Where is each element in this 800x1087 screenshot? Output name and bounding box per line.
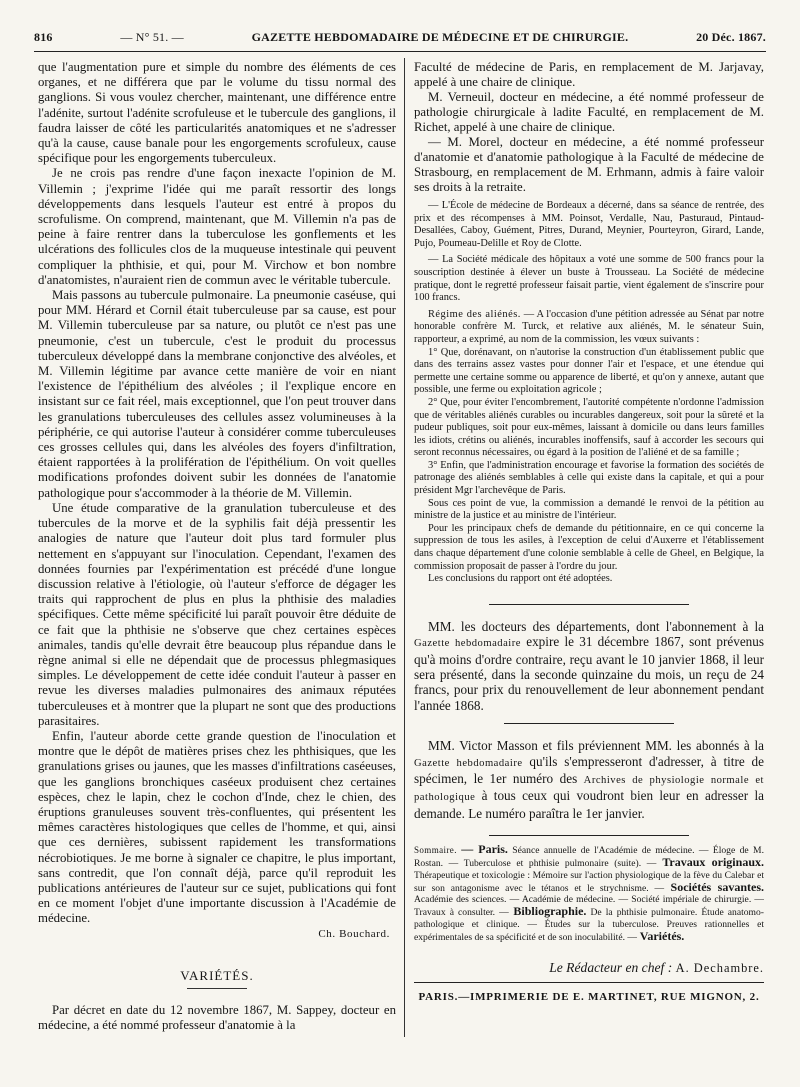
announcement-text: qu'ils s'empresseront d'adresser, à titre de spécimen, le 1er numéro des [414, 753, 764, 787]
separator-rule [489, 835, 689, 836]
alienes-item: 3° Enfin, que l'administration encourage et favorise la formation des sociétés de patronage des aliénés semblables à celle qui existe dans la capitale, et qui a pour président Mgr l'archevêque de Paris. [414, 459, 764, 497]
article-paragraph: Je ne crois pas rendre d'une façon inexacte l'opinion de M. Villemin ; j'exprime l'idée qui me paraît ressortir des longs développements dans lesquels l'auteur est entré à propos du scrofulisme. On comprend, maintenant, que M. Villemin n'a pas de peine à faire rentrer dans la tuberculose les gonflements et les ulcérations des follicules clos de la muqueuse intestinale qui peuvent compliquer la phthisie, et qui, pour M. Virchow et bon nombre d'anatomistes, n'auraient rien de commun avec le véritable tubercule. [38, 166, 396, 287]
archives-name: Archives de physiologie normale et pathologique [414, 775, 764, 804]
sommaire-heading: Variétés. [636, 928, 685, 943]
announcement-text: MM. les docteurs des départements, dont l'abonnement à la [428, 618, 764, 634]
article-paragraph: Mais passons au tubercule pulmonaire. La pneumonie caséuse, qui pour MM. Hérard et Cornil était tuberculeuse par sa cause, est pour M. Villemin tuberculeuse par sa nature, ou plutôt ce n'est pas une pneumonie, c'est un tubercule, c'est le produit du processus tuberculeux développé dans la membrane conjonctive des alvéoles, et M. Villemin légitime par avance cette manière de voir en niant l'existence de l'épithélium des alvéoles ; il l'explique encore en insistant sur ce fait réel, mais exceptionnel, que l'on peut trouver dans les granulations tuberculeuses des cellules assez volumineuses à la périphérie, ce qui autorise l'auteur à considérer comme tuberculeuses ces grosses cellules qui, dans les alvéoles des foyers d'infiltration, étaient rapportées à la prolifération de l'épithélium. On voit quelles modifications profondes doivent subir les données de l'anatomie pathologique pour s'accommoder à la théorie de M. Villemin. [38, 288, 396, 500]
sommaire-heading: — Paris. [461, 842, 508, 857]
announcement-archives [414, 738, 764, 821]
sommaire-text: Thérapeutique et toxicologie : Mémoire sur l'action physiologique de la fève du Calebar et sur son antagonisme avec le tétanos et le strychnisme. — [414, 869, 764, 894]
separator-rule [489, 604, 689, 605]
section-title-varietes: VARIÉTÉS. [180, 967, 254, 983]
article-author: Ch. Bouchard. [318, 927, 390, 940]
alienes-item: 1° Que, dorénavant, on n'autorise la construction d'un établissement public que dans des terrains assez vastes pour donner l'air et l'espace, et une étendue qui permette une certaine somme ou apparence de liberté, et qu'on y annexe, autant que possible, une ferme ou exploitation agricole ; [414, 346, 764, 396]
sommaire-heading: Sociétés savantes. [664, 879, 764, 894]
sommaire-text: Académie des sciences. — Académie de médecine. — Société impériale de chirurgie. — Travaux à consulter. — [414, 894, 764, 919]
redacteur-line [414, 960, 764, 976]
news-item-small: — La Société médicale des hôpitaux a voté une somme de 500 francs pour la souscription destinée à élever un buste à Trousseau. La Société de médecine pratique, dont le regretté professeur faisait partie, vient également de s'inscrire pour 100 francs. [414, 254, 764, 304]
alienes-item: Les conclusions du rapport ont été adoptées. [428, 573, 613, 585]
sommaire [414, 844, 764, 943]
sommaire-heading: Travaux originaux. [656, 855, 764, 870]
article-paragraph: Enfin, l'auteur aborde cette grande question de l'inoculation et montre que le dépôt de matières prises chez les phthisiques, que les granulations grises ou jaunes, que les masses d'infiltrations caséeuses, que les ganglions bronchiques caséeux produisent chez certaines espèces, chez le lapin, chez le cochon d'Inde, chez le chien, des éruptions granuleuses souvent très-confluentes, qui présentent les mêmes caractères histologiques que celles de l'homme, et qui, ainsi que ces dernières, subissent rapidement les transformations nécrobiotiques. Je me borne à signaler ce chapitre, le plus important, sans contredit, que l'on connaît déjà, parce qu'il reproduit les publications antérieures de l'auteur sur ce sujet, publications qui font en ce moment l'objet d'une importante discussion à l'Académie de médecine. [38, 728, 396, 926]
announcement-subscription [414, 619, 764, 713]
left-column [38, 60, 396, 1033]
announcement-text: MM. Victor Masson et fils préviennent MM. les abonnés à la [428, 738, 764, 754]
page-number: 816 [34, 30, 53, 44]
issue-number: — N° 51. — [120, 30, 184, 44]
header-rule [34, 51, 766, 52]
varietes-paragraph: Par décret en date du 12 novembre 1867, M. Sappey, docteur en médecine, a été nommé professeur d'anatomie à la [38, 1002, 396, 1032]
gazette-name: Gazette hebdomadaire [414, 638, 521, 650]
issue-date: 20 Déc. 1867. [696, 30, 766, 44]
announcement-text: expire le 31 décembre 1867, sont prévenus qu'à moins d'ordre contraire, reçu avant le 10 janvier 1868, il leur sera présenté, dans la seconde quinzaine du mois, un reçu de 24 francs, pour prix du renouvellement de leur abonnement pendant l'année 1868. [414, 634, 764, 713]
article-paragraph: Une étude comparative de la granulation tuberculeuse et des tubercules de la morve et de la syphilis fait déjà pressentir les analogies de nature que l'auteur doit plus tard formuler plus nettement en s'appuyant sur l'inoculation. Cependant, l'examen des données fournies par l'expérimentation est précédé d'une longue discussion relative à l'étiologie, où l'auteur s'efforce de dégager les traits qui rapprochent de plus en plus la phthisie des maladies spécifiques. Cette même spécificité lui paraît pouvoir être déduite de ce fait que la phthisie ne s'observe que chez certaines espèces animales, tandis qu'elle devrait être beaucoup plus répandue dans le règne animal si elle ne dépendait que de processus phlegmasiques simples. Le développement de cette idée conduit l'auteur à passer en revue les diverses maladies pulmonaires des animaux réputées tuberculeuses et à montrer que la plupart ne sont que des productions parasitaires. [38, 500, 396, 728]
news-item: Faculté de médecine de Paris, en remplacement de M. Jarjavay, appelé à une chaire de clinique. [414, 60, 764, 89]
page-header [34, 30, 766, 50]
sommaire-label: Sommaire. [414, 845, 457, 856]
alienes-label: Régime des aliénés. [428, 308, 521, 320]
imprint-line: PARIS.—IMPRIMERIE DE E. MARTINET, RUE MIGNON, 2. [414, 982, 764, 1003]
alienes-item: 2° Que, pour éviter l'encombrement, l'autorité compétente n'ordonne l'admission que de véritables aliénés curables ou incurables dangereux, soit pour la sûreté et la pudeur publiques, soit pour eux-mêmes, laissant à domicile ou dans leurs familles les idiots, crétins ou aliénés, incurables inoffensifs, sauf à accorder les secours qui seront reconnus nécessaires, ou égard à la position de l'aliéné et de sa famille ; [414, 396, 764, 459]
signature-line [38, 927, 396, 942]
gazette-name: Gazette hebdomadaire [414, 757, 523, 769]
announcement-text: à tous ceux qui voudront bien leur en adresser la demande. Le numéro paraîtra le 1er janvier. [414, 788, 764, 821]
sommaire-text: Séance annuelle de l'Académie de médecine. — Éloge de M. Rostan. — Tuberculose et phthisie pulmonaire (suite). — [414, 845, 764, 870]
redacteur-name: A. Dechambre. [675, 960, 764, 975]
sommaire-heading: Bibliographie. [508, 904, 587, 919]
journal-title: GAZETTE HEBDOMADAIRE DE MÉDECINE ET DE CHIRURGIE. [251, 30, 629, 44]
article-paragraph: que l'augmentation pure et simple du nombre des éléments de ces organes, et ne différera que par le volume du tissu normal des ganglions. Si vous voulez chercher, maintenant, une différence entre l'adénite, surtout l'adénite scrofuleuse et le tubercule des ganglions, il faudra laisser de côté les particularités anatomiques et ne s'adresser qu'à la cause, cause banale pour les engorgements scrofuleux, cause spécifique pour les engorgements tuberculeux. [38, 60, 396, 166]
separator-rule [504, 723, 674, 724]
alienes-item: Sous ces point de vue, la commission a demandé le renvoi de la pétition au ministre de la justice et au ministre de l'intérieur. [414, 497, 764, 522]
alienes-intro-text: — A l'occasion d'une pétition adressée au Sénat par notre honorable confrère M. Turck, et relative aux aliénés, M. le sénateur Suin, rapporteur, a exprimé, au nom de la commission, les vœux suivants : [414, 308, 764, 345]
alienes-item: Pour les principaux chefs de demande du pétitionnaire, en ce qui concerne la suppression de tous les asiles, à l'exception de celui d'Auxerre et l'établissement dans chaque département d'une colonie semblable à celle de Gheel, en Belgique, la commission proposait de passer à l'ordre du jour. [414, 522, 764, 572]
sommaire-text: De la phthisie pulmonaire. Étude anatomo-pathologique et clinique. — Études sur la tuberculose. Preuves rationnelles et expérimentales de sa spécificité et de son inoculabilité. — [414, 907, 764, 943]
news-item-small: — L'École de médecine de Bordeaux a décerné, dans sa séance de rentrée, des prix et des récompenses à MM. Poinsot, Verdalle, Nau, Pasturaud, Pintaud-Desallées, Caboy, Guément, Pitres, Durand, Meynier, Pourteyron, Girard, Lande, Pujo, Poumeau-Delille et Roy de Clotte. [414, 200, 764, 249]
right-column [414, 60, 764, 1003]
news-item: — M. Morel, docteur en médecine, a été nommé professeur d'anatomie et d'anatomie pathologique à la Faculté de médecine de Strasbourg, en remplacement de M. Erhmann, admis à faire valoir ses droits à la retraite. [414, 135, 764, 194]
alienes-intro [414, 309, 764, 347]
news-item: M. Verneuil, docteur en médecine, a été nommé professeur de pathologie chirurgicale à ladite Faculté, en remplacement de M. Richet, appelé à une chaire de clinique. [414, 90, 764, 134]
column-separator [404, 58, 405, 1037]
redacteur-label: Le Rédacteur en chef : [549, 959, 673, 975]
section-rule [187, 988, 247, 989]
